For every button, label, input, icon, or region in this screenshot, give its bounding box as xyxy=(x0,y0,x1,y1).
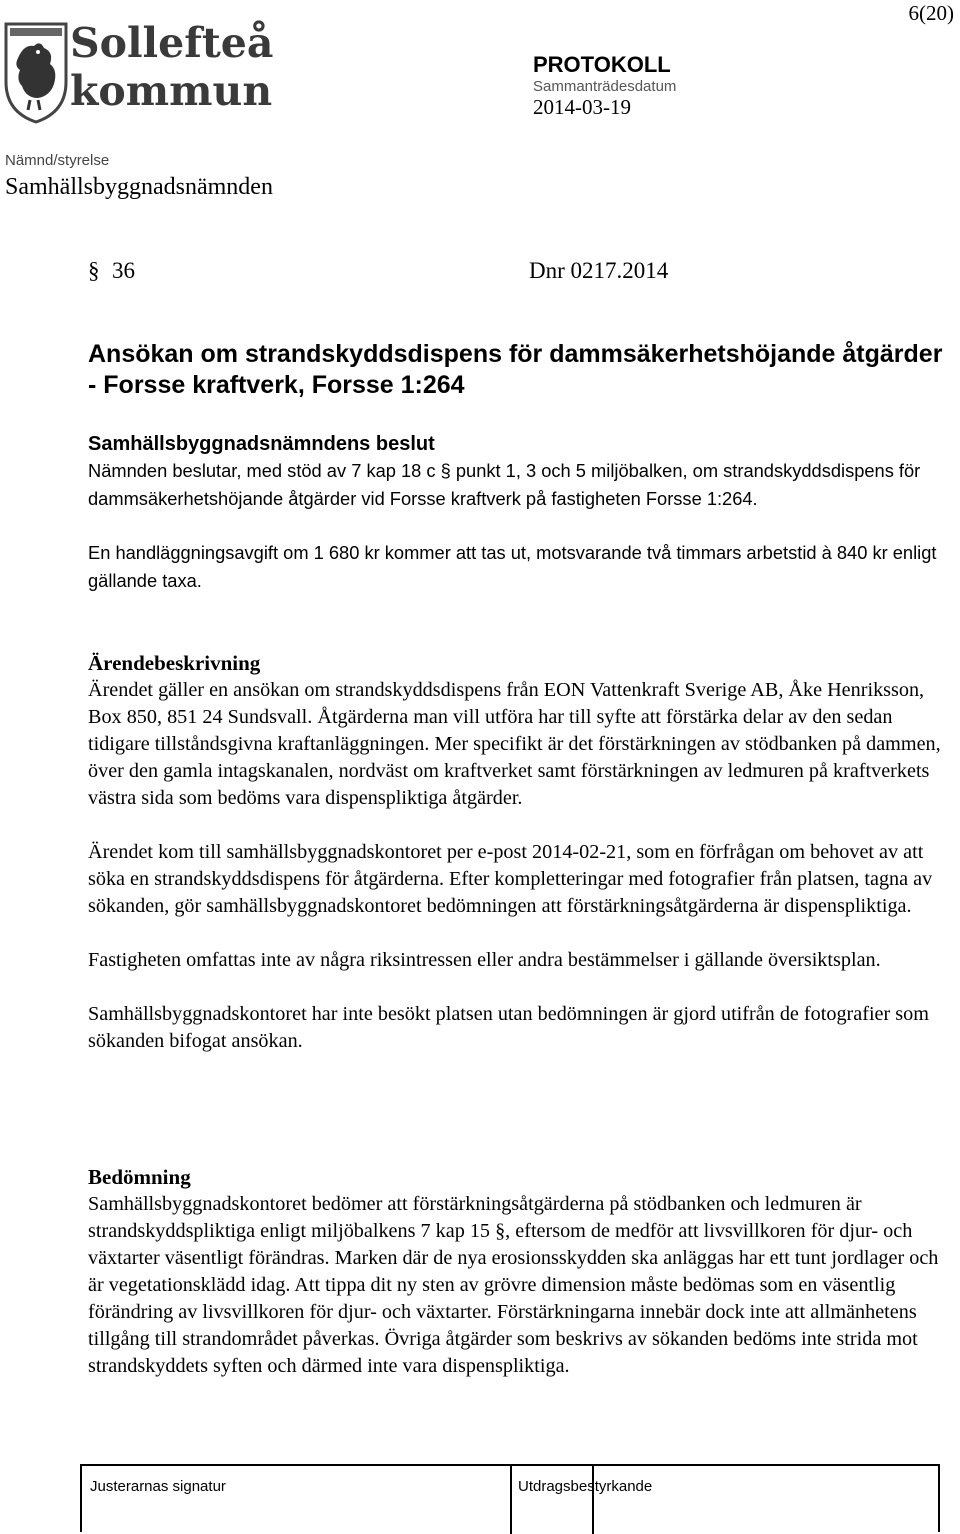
meeting-date: 2014-03-19 xyxy=(533,95,631,119)
description-section xyxy=(88,650,958,1055)
assessment-section xyxy=(88,1164,958,1380)
adjusters-signature-label: Justerarnas signatur xyxy=(90,1478,226,1495)
paragraph-sign: § xyxy=(88,258,100,283)
case-registration-number: Dnr 0217.2014 xyxy=(529,258,669,283)
meeting-date-label: Sammanträdesdatum xyxy=(533,78,677,95)
description-paragraph-2: Ärendet kom till samhällsbyggnadskontoret per e-post 2014-02-21, som en förfrågan om behovet av att söka en strandskyddsdispens för åtgärderna. Efter kompletteringar med fotografier från platsen, tagna av sökanden, gör samhällsbyggnadskontoret bedömningen att förstärkningsåtgärderna är dispenspliktiga. xyxy=(88,841,933,917)
coat-of-arms-bird-icon xyxy=(4,22,68,124)
paragraph-number: 36 xyxy=(112,258,135,283)
description-paragraph-3: Fastigheten omfattas inte av några riksintressen eller andra bestämmelser i gällande översiktsplan. xyxy=(88,949,881,971)
case-title: Ansökan om strandskyddsdispens för dammsäkerhetshöjande åtgärder - Forsse kraftverk, Forsse 1:264 xyxy=(88,340,943,399)
committee-label: Nämnd/styrelse xyxy=(5,152,110,169)
assessment-heading: Bedömning xyxy=(88,1165,191,1189)
decision-heading: Samhällsbyggnadsnämndens beslut xyxy=(88,433,435,455)
signature-divider xyxy=(510,1466,512,1534)
page-number: 6(20) xyxy=(908,1,954,25)
assessment-paragraph: Samhällsbyggnadskontoret bedömer att förstärkningsåtgärderna på stödbanken och ledmuren är strandskyddspliktiga enligt miljöbalkens 7 kap 15 §, eftersom de medför att livsvillkoren för djur- och växtarter väsentligt förändras. Marken där de nya erosionsskydden ska anläggas har ett tunt jordlager och är vegetationsklädd idag. Att tippa dit ny sten av grövre dimension måste bedömas som en väsentlig förändring av livsvillkoren för djur- och växtarter. Förstärkningarna innebär dock inte att allmänhetens tillgång till strandområdet påverkas. Övriga åtgärder som beskrivs av sökanden bedöms inte strida mot strandskyddets syften och därmed inte vara dispenspliktiga. xyxy=(88,1193,939,1377)
description-heading: Ärendebeskrivning xyxy=(88,651,261,675)
signature-box xyxy=(80,1464,940,1532)
description-paragraph-4: Samhällsbyggnadskontoret har inte besökt platsen utan bedömningen är gjord utifrån de fotografier som sökanden bifogat ansökan. xyxy=(88,1003,929,1052)
extract-certification-label: Utdragsbestyrkande xyxy=(518,1478,653,1495)
decision-paragraph: Nämnden beslutar, med stöd av 7 kap 18 c § punkt 1, 3 och 5 miljöbalken, om strandskyddsdispens för dammsäkerhetshöjande åtgärder vid Forsse kraftverk på fastigheten Forsse 1:264. xyxy=(88,460,921,509)
committee-name: Samhällsbyggnadsnämnden xyxy=(5,174,273,200)
signature-divider xyxy=(592,1466,594,1534)
logo-text-line2: kommun xyxy=(70,67,273,115)
description-paragraph-1: Ärendet gäller en ansökan om strandskyddsdispens från EON Vattenkraft Sverige AB, Åke Henriksson, Box 850, 851 24 Sundsvall. Åtgärderna man vill utföra har till syfte att förstärka delar av den sedan tidigare tillståndsgivna kraftanläggningen. Mer specifikt är det förstärkningen av stödbanken på dammen, över den gamla intagskanalen, nordväst om kraftverket samt förstärkningen av ledmuren på kraftverkets västra sida som bedöms vara dispenspliktiga åtgärder. xyxy=(88,679,941,809)
protocol-title: PROTOKOLL xyxy=(533,52,671,77)
fee-paragraph: En handläggningsavgift om 1 680 kr kommer att tas ut, motsvarande två timmars arbetstid à 840 kr enligt gällande taxa. xyxy=(88,542,937,591)
decision-section xyxy=(88,431,958,594)
logo-text-line1: Sollefteå xyxy=(70,19,274,67)
